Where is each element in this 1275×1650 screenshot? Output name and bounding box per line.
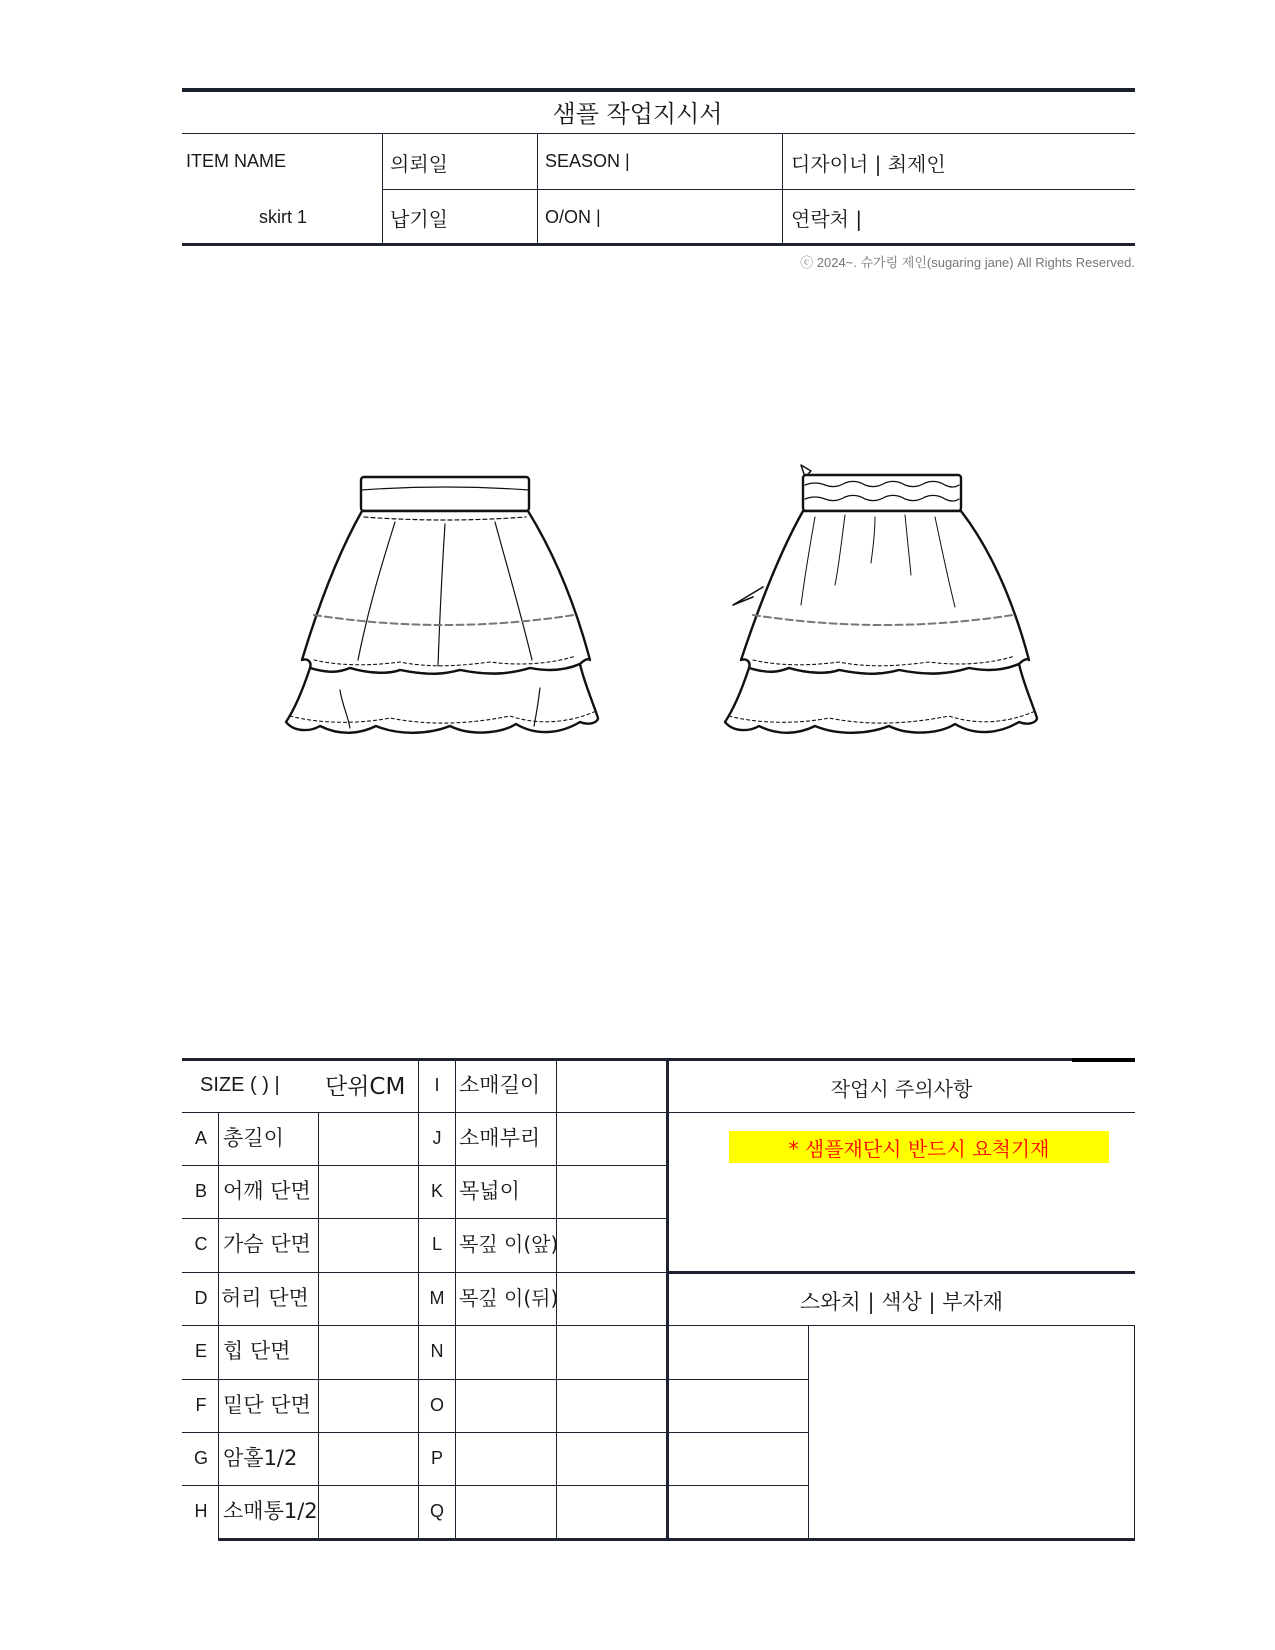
table-top-rule-accent bbox=[1072, 1058, 1135, 1062]
measure-letter: J bbox=[432, 1128, 442, 1148]
measure-name: 어깨 단면 bbox=[223, 1179, 311, 1203]
measure-name: 소매부리 bbox=[459, 1126, 541, 1150]
left-grid-vline bbox=[418, 1060, 419, 1540]
measure-name: 허리 단면 bbox=[221, 1286, 309, 1310]
size-label: SIZE ( ) | bbox=[200, 1074, 280, 1096]
left-grid-hline bbox=[182, 1432, 668, 1433]
sample-cutting-note: * 샘플재단시 반드시 요척기재 bbox=[788, 1137, 1050, 1161]
measure-name: 총길이 bbox=[223, 1126, 284, 1150]
measure-name: 소매통1/2 bbox=[223, 1499, 318, 1523]
copyright-notice: ⓒ 2024~. 슈가링 제인(sugaring jane) All Rights Reserved. bbox=[800, 255, 1135, 270]
measure-name: 목깊 이(앞) bbox=[459, 1232, 559, 1256]
header-vline-2 bbox=[537, 133, 538, 245]
measure-letter: F bbox=[195, 1395, 207, 1415]
swatch-header-rule bbox=[668, 1325, 1135, 1326]
left-grid-vline bbox=[218, 1112, 219, 1540]
page-title: 샘플 작업지시서 bbox=[552, 100, 723, 128]
designer-label: 디자이너 | 최제인 bbox=[791, 152, 946, 176]
skirt-back-sketch bbox=[715, 455, 1045, 740]
oon-label: O/ON | bbox=[545, 207, 601, 227]
order-date-label: 의뢰일 bbox=[390, 152, 448, 176]
measure-letter: G bbox=[193, 1448, 208, 1468]
measure-letter: N bbox=[430, 1341, 444, 1361]
header-rule bbox=[182, 133, 1135, 134]
header-vline-1 bbox=[382, 133, 383, 245]
measure-letter: C bbox=[194, 1234, 208, 1254]
measure-letter: M bbox=[429, 1288, 445, 1308]
measure-letter: H bbox=[194, 1501, 208, 1521]
item-name-value: skirt 1 bbox=[259, 207, 308, 227]
measure-letter: I bbox=[434, 1075, 440, 1095]
measure-name: 소매길이 bbox=[459, 1073, 541, 1097]
header-bottom-rule bbox=[182, 243, 1135, 246]
swatch-cell-rule bbox=[668, 1485, 809, 1486]
left-grid-hline bbox=[182, 1218, 668, 1219]
measure-name: 암홀1/2 bbox=[223, 1446, 298, 1470]
swatch-cell-rule bbox=[668, 1432, 809, 1433]
measure-letter: L bbox=[431, 1234, 442, 1254]
swatch-cell-rule bbox=[668, 1379, 809, 1380]
left-grid-hline bbox=[182, 1112, 668, 1113]
left-grid-hline bbox=[182, 1325, 668, 1326]
measure-name: 가슴 단면 bbox=[223, 1232, 311, 1256]
measure-letter: K bbox=[430, 1181, 443, 1201]
notes-title: 작업시 주의사항 bbox=[830, 1077, 973, 1101]
notes-title-rule bbox=[668, 1112, 1135, 1113]
measure-name: 목넓이 bbox=[459, 1179, 520, 1203]
table-top-rule bbox=[182, 1058, 1135, 1061]
swatch-title: 스와치 | 색상 | 부자재 bbox=[799, 1290, 1004, 1314]
swatch-top-rule bbox=[668, 1271, 1135, 1274]
measure-letter: Q bbox=[429, 1501, 444, 1521]
header-top-rule bbox=[182, 88, 1135, 92]
contact-label: 연락처 | bbox=[791, 207, 863, 231]
measure-name: 목깊 이(뒤) bbox=[459, 1286, 559, 1310]
unit-label: 단위CM bbox=[325, 1074, 406, 1100]
measure-letter: A bbox=[194, 1128, 207, 1148]
left-grid-vline bbox=[455, 1060, 456, 1540]
table-bottom-rule bbox=[218, 1538, 1135, 1541]
delivery-date-label: 납기일 bbox=[390, 207, 448, 231]
measure-letter: O bbox=[429, 1395, 444, 1415]
left-grid-hline bbox=[182, 1272, 668, 1273]
left-grid-hline bbox=[182, 1165, 668, 1166]
measure-letter: P bbox=[430, 1448, 443, 1468]
left-grid-hline bbox=[182, 1485, 668, 1486]
swatch-right-border bbox=[1134, 1325, 1135, 1539]
header-vline-3 bbox=[782, 133, 783, 245]
item-name-label: ITEM NAME bbox=[186, 151, 287, 171]
measure-letter: B bbox=[194, 1181, 207, 1201]
measure-letter: E bbox=[194, 1341, 207, 1361]
measure-name: 힙 단면 bbox=[223, 1339, 291, 1363]
left-grid-hline bbox=[182, 1379, 668, 1380]
measure-letter: D bbox=[194, 1288, 208, 1308]
skirt-front-sketch bbox=[280, 460, 610, 740]
measure-name: 밑단 단면 bbox=[223, 1393, 311, 1417]
header-mid-rule bbox=[382, 189, 1135, 190]
left-grid-vline bbox=[318, 1112, 319, 1540]
season-label: SEASON | bbox=[545, 151, 630, 171]
